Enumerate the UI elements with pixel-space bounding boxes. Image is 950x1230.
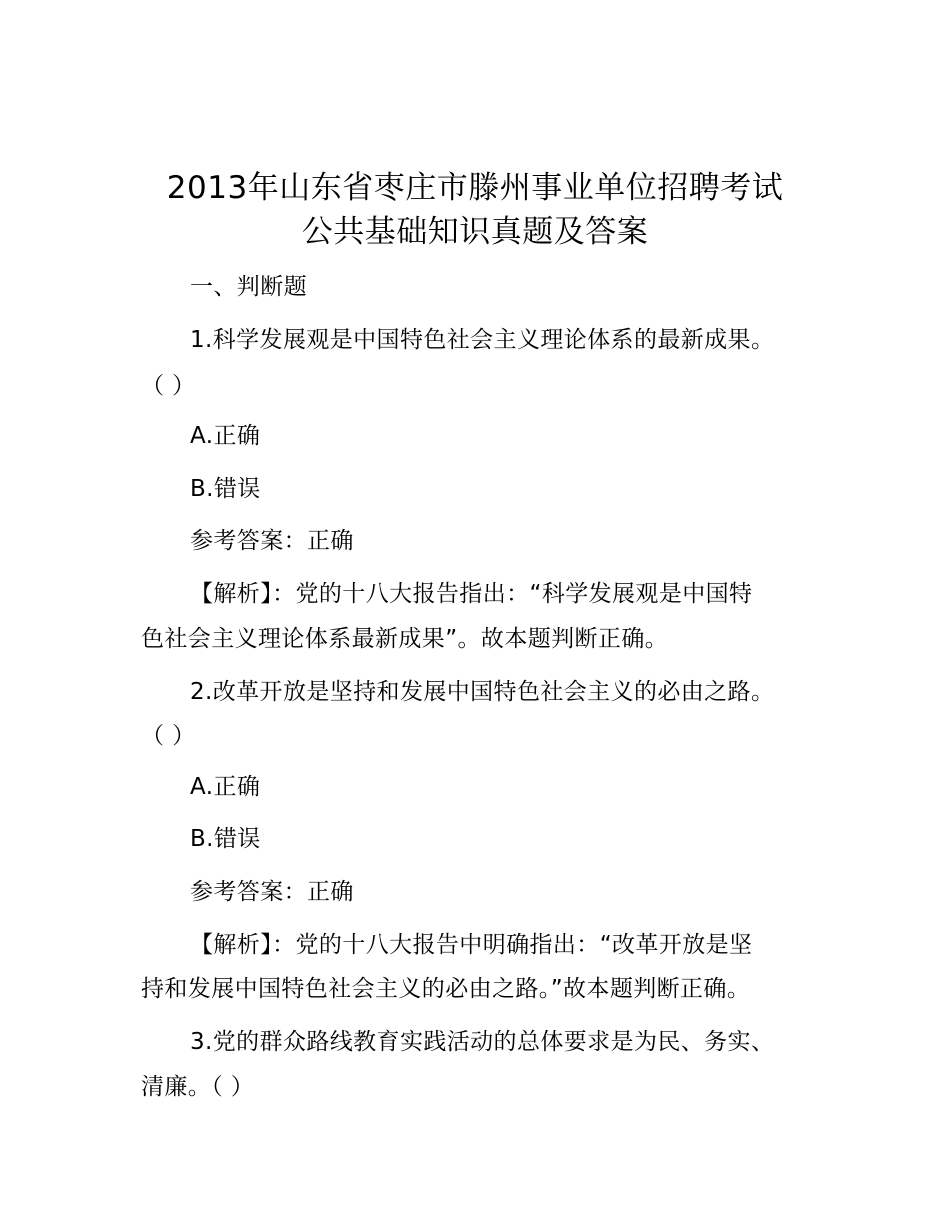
document-title-line-2: 公共基础知识真题及答案 (301, 214, 649, 250)
question-1-analysis-cont: 色社会主义理论体系最新成果”。故本题判断正确。 (141, 626, 669, 652)
question-2-option-a: A.正确 (190, 774, 261, 800)
question-1-option-b: B.错误 (190, 476, 261, 502)
question-1-analysis: 【解析】：党的十八大报告指出：“科学发展观是中国特 (190, 581, 753, 607)
question-3-stem: 3.党的群众路线教育实践活动的总体要求是为民、务实、 (190, 1029, 775, 1055)
question-2-answer: 参考答案：正确 (190, 879, 354, 905)
question-1-blank: （ ） (141, 373, 196, 399)
question-1-stem: 1.科学发展观是中国特色社会主义理论体系的最新成果。 (190, 327, 775, 353)
question-2-blank: （ ） (141, 723, 196, 749)
question-2-analysis: 【解析】：党的十八大报告中明确指出：“改革开放是坚 (190, 932, 753, 958)
section-heading: 一、判断题 (190, 274, 307, 300)
question-2-option-b: B.错误 (190, 826, 261, 852)
question-3-stem-cont: 清廉。（ ） (141, 1074, 255, 1100)
question-2-analysis-cont: 持和发展中国特色社会主义的必由之路。”故本题判断正确。 (141, 976, 751, 1002)
question-1-option-a: A.正确 (190, 423, 261, 449)
question-2-stem: 2.改革开放是坚持和发展中国特色社会主义的必由之路。 (190, 679, 775, 705)
question-1-answer: 参考答案：正确 (190, 528, 354, 554)
document-title-line-1: 2013年山东省枣庄市滕州事业单位招聘考试 (166, 170, 784, 206)
